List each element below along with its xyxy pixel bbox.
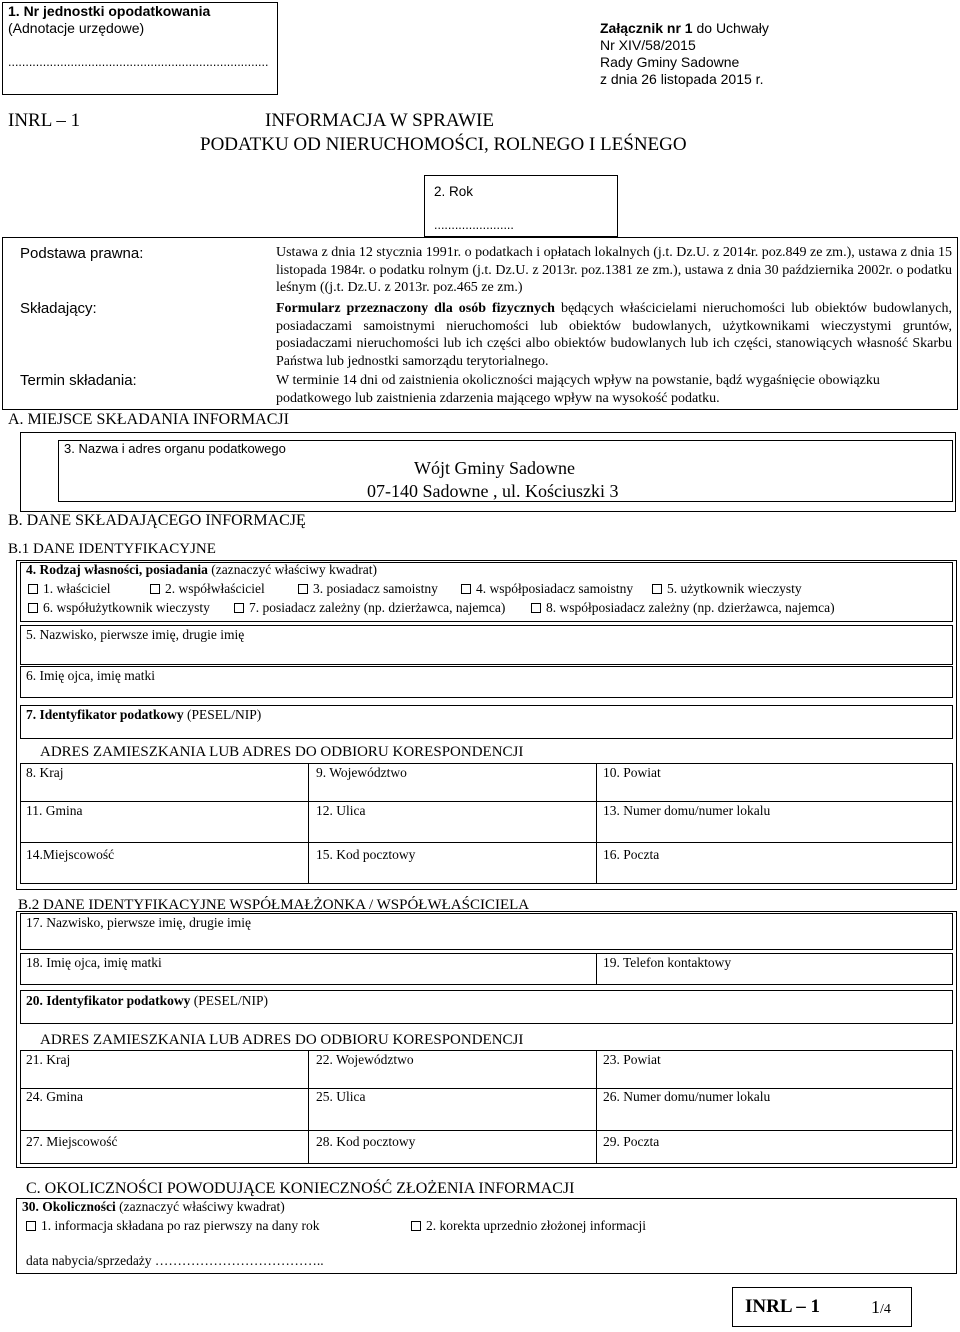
address2-grid bbox=[20, 1050, 953, 1164]
year-dots: ....................... bbox=[434, 218, 514, 232]
footer-page-total: /4 bbox=[880, 1302, 891, 1317]
checkbox-icon[interactable] bbox=[298, 584, 308, 594]
post-office2-field[interactable]: 29. Poczta bbox=[603, 1134, 660, 1149]
resolution-date: z dnia 26 listopada 2015 r. bbox=[600, 71, 764, 87]
council-name: Rady Gminy Sadowne bbox=[600, 54, 740, 70]
official-notes-dots: ........................................................................... bbox=[8, 55, 269, 69]
circumstance-option-first[interactable] bbox=[26, 1218, 320, 1234]
section-c-title: C. OKOLICZNOŚCI POWODUJĄCE KONIECZNOŚĆ ZŁOŻENIA INFORMACJI bbox=[26, 1180, 575, 1197]
address2-title: ADRES ZAMIESZKANIA LUB ADRES DO ODBIORU KORESPONDENCJI bbox=[40, 1032, 524, 1048]
attachment-number: Załącznik nr 1 bbox=[600, 20, 693, 36]
submitter-text bbox=[276, 300, 952, 370]
post-office-field[interactable]: 16. Poczta bbox=[603, 847, 660, 862]
ownership-option-owner[interactable] bbox=[28, 581, 110, 597]
field4-label bbox=[26, 562, 377, 578]
ownership-option-coowner[interactable] bbox=[150, 581, 265, 597]
tax-unit-number-label bbox=[8, 3, 210, 19]
ownership-option-label: 8. współposiadacz zależny (np. dzierżawca, najemca) bbox=[546, 600, 835, 615]
street2-field[interactable]: 25. Ulica bbox=[316, 1089, 366, 1104]
ownership-option-copossessor[interactable] bbox=[461, 581, 633, 597]
submitter-text-rest: będących właścicielami nieruchomości lub obiektów budowlanych, posiadaczami samoistnymi nieruchomości lub obiektów budowlanych, użytkownikami wieczystymi gruntów, posiadaczami nieruchomości lub ich części albo obiektów budowlanych lub ich części, stanowiących własność Skarbu Państwa lub jednostki samorządu terytorialnego. bbox=[276, 301, 952, 369]
circumstance-option-label: 1. informacja składana po raz pierwszy na dany rok bbox=[41, 1218, 320, 1233]
field17-label: 17. Nazwisko, pierwsze imię, drugie imię bbox=[26, 915, 251, 930]
field20-label bbox=[26, 993, 268, 1009]
field18-label: 18. Imię ojca, imię matki bbox=[26, 955, 162, 970]
town2-field[interactable]: 27. Miejscowość bbox=[26, 1134, 118, 1149]
field30-label-note: (zaznaczyć właściwy kwadrat) bbox=[115, 1199, 285, 1214]
address-grid bbox=[20, 763, 953, 884]
official-notes-label: (Adnotacje urzędowe) bbox=[8, 20, 145, 36]
checkbox-icon[interactable] bbox=[411, 1221, 421, 1231]
resolution-number: Nr XIV/58/2015 bbox=[600, 37, 696, 53]
street-field[interactable]: 12. Ulica bbox=[316, 803, 366, 818]
attachment-info bbox=[600, 20, 769, 88]
ownership-option-dependent-copossessor[interactable] bbox=[531, 600, 835, 616]
circumstance-option-correction[interactable] bbox=[411, 1218, 646, 1234]
checkbox-icon[interactable] bbox=[531, 603, 541, 613]
field5-label: 5. Nazwisko, pierwsze imię, drugie imię bbox=[26, 627, 245, 642]
deadline-label: Termin składania: bbox=[20, 372, 137, 389]
form-code: INRL – 1 bbox=[8, 110, 81, 131]
ownership-option-label: 2. współwłaściciel bbox=[165, 581, 265, 596]
parents-names-field[interactable] bbox=[20, 666, 953, 698]
commune2-field[interactable]: 24. Gmina bbox=[26, 1089, 83, 1104]
ownership-option-co-perpetual-user[interactable] bbox=[28, 600, 210, 616]
title-line-1: INFORMACJA W SPRAWIE bbox=[265, 110, 494, 131]
tax-authority-name: Wójt Gminy Sadowne bbox=[414, 458, 575, 478]
title-line-2: PODATKU OD NIERUCHOMOŚCI, ROLNEGO I LEŚNEGO bbox=[200, 134, 687, 155]
tax-authority-address: 07-140 Sadowne , ul. Kościuszki 3 bbox=[367, 481, 619, 501]
checkbox-icon[interactable] bbox=[461, 584, 471, 594]
field20-label-bold: 20. Identyfikator podatkowy bbox=[26, 993, 191, 1008]
checkbox-icon[interactable] bbox=[28, 584, 38, 594]
attachment-suffix: do Uchwały bbox=[692, 20, 769, 36]
field30-label-bold: 30. Okoliczności bbox=[22, 1199, 116, 1214]
section-b-title: B. DANE SKŁADAJĄCEGO INFORMACJĘ bbox=[8, 512, 306, 529]
field4-label-bold: 4. Rodzaj własności, posiadania bbox=[26, 562, 208, 577]
checkbox-icon[interactable] bbox=[652, 584, 662, 594]
section-a-title: A. MIEJSCE SKŁADANIA INFORMACJI bbox=[8, 411, 289, 428]
county-field[interactable]: 10. Powiat bbox=[603, 765, 661, 780]
checkbox-icon[interactable] bbox=[28, 603, 38, 613]
ownership-option-label: 6. współużytkownik wieczysty bbox=[43, 600, 210, 615]
submitter-label: Składający: bbox=[20, 300, 97, 317]
commune-field[interactable]: 11. Gmina bbox=[26, 803, 83, 818]
legal-basis-text: Ustawa z dnia 12 stycznia 1991r. o podatkach i opłatach lokalnych (j.t. Dz.U. z 2014r. poz.849 ze zm.), ustawa z dnia 15 listopada 1984r. o podatku rolnym (j.t. Dz.U. z 2013r. poz.1381 ze zm.), ustawa z dnia 30 października 2002r. o podatku leśnym ((j.t. Dz.U. z 2013r. poz.465 ze zm.) bbox=[276, 245, 952, 295]
postal-code-field[interactable]: 15. Kod pocztowy bbox=[316, 847, 416, 862]
footer-form-code: INRL – 1 bbox=[745, 1296, 820, 1317]
footer-page-current: 1 bbox=[871, 1297, 880, 1317]
section-b2-title: B.2 DANE IDENTYFIKACYJNE WSPÓŁMAŁŻONKA / WSPÓŁWŁAŚCICIELA bbox=[18, 897, 530, 913]
field7-label-bold: 7. Identyfikator podatkowy bbox=[26, 707, 184, 722]
ownership-option-label: 5. użytkownik wieczysty bbox=[667, 581, 802, 596]
acquisition-date-line[interactable]: data nabycia/sprzedaży ……………………………….. bbox=[26, 1253, 324, 1268]
ownership-option-label: 7. posiadacz zależny (np. dzierżawca, najemca) bbox=[249, 600, 506, 615]
year-label: 2. Rok bbox=[434, 184, 474, 199]
postal-code2-field[interactable]: 28. Kod pocztowy bbox=[316, 1134, 416, 1149]
field7-label-note: (PESEL/NIP) bbox=[183, 707, 262, 722]
country-field[interactable]: 8. Kraj bbox=[26, 765, 64, 780]
field7-label bbox=[26, 707, 261, 723]
town-field[interactable]: 14.Miejscowość bbox=[26, 847, 115, 862]
field3-label: 3. Nazwa i adres organu podatkowego bbox=[64, 441, 286, 456]
checkbox-icon[interactable] bbox=[150, 584, 160, 594]
ownership-option-label: 1. właściciel bbox=[43, 581, 111, 596]
section-b1-title: B.1 DANE IDENTYFIKACYJNE bbox=[8, 541, 216, 557]
phone-field[interactable]: 19. Telefon kontaktowy bbox=[603, 955, 732, 970]
ownership-option-perpetual-user[interactable] bbox=[652, 581, 802, 597]
field6-label: 6. Imię ojca, imię matki bbox=[26, 668, 155, 683]
checkbox-icon[interactable] bbox=[26, 1221, 36, 1231]
field30-label bbox=[22, 1199, 285, 1215]
house-number2-field[interactable]: 26. Numer domu/numer lokalu bbox=[603, 1089, 771, 1104]
legal-basis-label: Podstawa prawna: bbox=[20, 245, 144, 262]
county2-field[interactable]: 23. Powiat bbox=[603, 1052, 661, 1067]
address-title: ADRES ZAMIESZKANIA LUB ADRES DO ODBIORU KORESPONDENCJI bbox=[40, 744, 524, 760]
deadline-text: W terminie 14 dni od zaistnienia okoliczności mających wpływ na powstanie, bądź wygaśnięcie obowiązku podatkowego lub zaistnienia zdarzenia mającego wpływ na wysokość podatku. bbox=[276, 373, 880, 406]
voivodeship-field[interactable]: 9. Województwo bbox=[316, 765, 407, 780]
field20-label-note: (PESEL/NIP) bbox=[190, 993, 269, 1008]
ownership-option-dependent-possessor[interactable] bbox=[234, 600, 505, 616]
footer-page-number bbox=[871, 1297, 891, 1318]
ownership-option-label: 4. współposiadacz samoistny bbox=[476, 581, 634, 596]
circumstance-option-label: 2. korekta uprzednio złożonej informacji bbox=[426, 1218, 647, 1233]
ownership-option-label: 3. posiadacz samoistny bbox=[313, 581, 438, 596]
checkbox-icon[interactable] bbox=[234, 603, 244, 613]
country2-field[interactable]: 21. Kraj bbox=[26, 1052, 71, 1067]
house-number-field[interactable]: 13. Numer domu/numer lokalu bbox=[603, 803, 771, 818]
submitter-text-bold: Formularz przeznaczony dla osób fizycznych bbox=[276, 301, 555, 316]
voivodeship2-field[interactable]: 22. Województwo bbox=[316, 1052, 414, 1067]
ownership-option-possessor[interactable] bbox=[298, 581, 438, 597]
field1-label: 1. Nr jednostki opodatkowania bbox=[8, 3, 211, 19]
field4-label-note: (zaznaczyć właściwy kwadrat) bbox=[207, 562, 377, 577]
